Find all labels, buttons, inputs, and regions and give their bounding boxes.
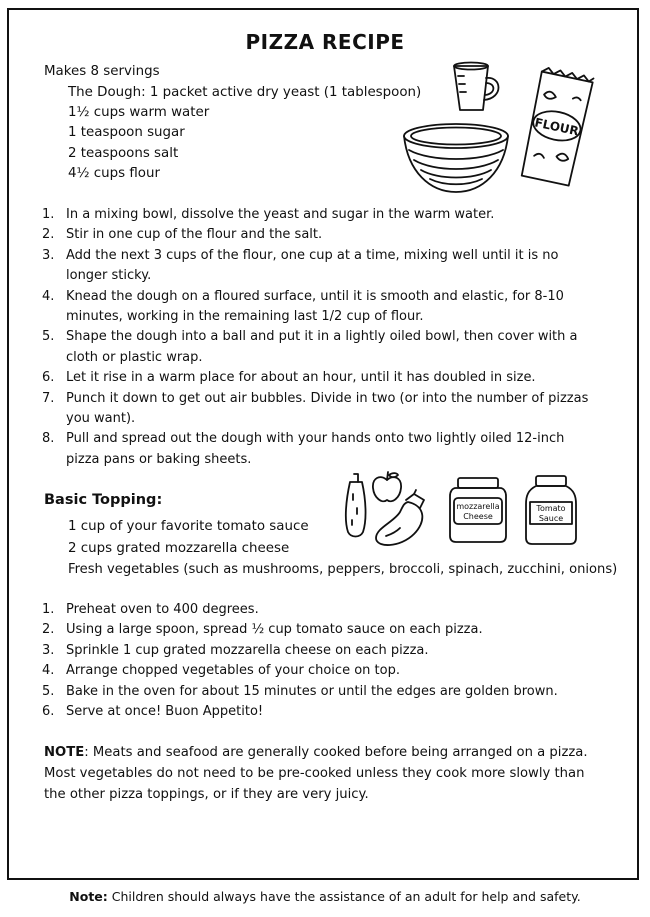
page-title: PIZZA RECIPE [245,30,405,54]
dough-ingredient: 1 teaspoon sugar [68,125,185,140]
list-item: 6. Serve at once! Buon Appetito! [42,704,264,720]
list-item: 2. Stir in one cup of the flour and the salt. [42,227,323,243]
eggplant-icon [370,488,432,550]
cheese-label-line-1: mozzarella [456,502,500,511]
flour-bag-icon [512,70,602,190]
list-item: 2. Using a large spoon, spread ½ cup tomato sauce on each pizza. [42,622,483,638]
topping-ingredient: 2 cups grated mozzarella cheese [68,541,290,556]
note-label: NOTE [44,745,85,760]
list-item: 5. Bake in the oven for about 15 minutes or until the edges are golden brown. [42,683,558,699]
topping-steps-list [42,600,598,722]
cheese-jar-icon [448,476,508,544]
zucchini-icon [340,470,372,540]
dough-ingredient: 1½ cups warm water [68,105,210,120]
list-item: 1. Preheat oven to 400 degrees. [42,602,259,617]
dough-ingredient: 4½ cups flour [68,166,160,181]
note-paragraph [44,742,610,805]
footer-label: Note: [69,889,108,904]
topping-heading: Basic Topping: [44,492,163,508]
topping-ingredient: 1 cup of your favorite tomato sauce [68,519,309,534]
list-item: 7. Punch it down to get out air bubbles. Divide in two (or into the number of pizzas you want). [42,390,589,427]
sauce-label-line-2: Sauce [538,514,564,523]
list-item: 6. Let it rise in a warm place for about an hour, until it has doubled in size. [42,370,536,386]
list-item: 5. Shape the dough into a ball and put it in a lightly oiled bowl, then cover with a cloth or plastic wrap. [42,329,578,365]
footer-note [0,889,650,904]
dough-ingredient: The Dough: 1 packet active dry yeast (1 tablespoon) [68,85,422,100]
sauce-label-line-1: Tomato [536,504,566,513]
footer-text: Children should always have the assistance of an adult for help and safety. [107,889,581,904]
list-item: 3. Sprinkle 1 cup grated mozzarella cheese on each pizza. [42,642,429,658]
servings-text: Makes 8 servings [44,64,160,79]
note-text: : Meats and seafood are generally cooked before being arranged on a pizza. Most vegetables do not need to be pre-cooked unless they cook more slowly than the other pizza toppings, or if they are very juicy. [44,745,588,802]
dough-ingredient: 2 teaspoons salt [68,146,179,161]
dough-steps-list [42,205,598,470]
list-item: 1. In a mixing bowl, dissolve the yeast and sugar in the warm water. [42,207,495,222]
measuring-cup-icon [448,60,510,115]
topping-ingredient: Fresh vegetables (such as mushrooms, peppers, broccoli, spinach, zucchini, onions) [68,562,618,577]
mixing-bowl-icon [400,120,512,198]
list-item: 4. Arrange chopped vegetables of your choice on top. [42,663,400,679]
list-item: 3. Add the next 3 cups of the flour, one cup at a time, mixing well until it is no longer sticky. [42,247,559,284]
flour-label: FLOUR [533,115,580,139]
cheese-label-line-2: Cheese [463,512,493,521]
list-item: 8. Pull and spread out the dough with your hands onto two lightly oiled 12-inch pizza pans or baking sheets. [42,431,565,467]
sauce-jar-icon [524,474,578,546]
list-item: 4. Knead the dough on a floured surface, until it is smooth and elastic, for 8-10 minutes, working in the remaining last 1/2 cup of flour. [42,288,564,325]
